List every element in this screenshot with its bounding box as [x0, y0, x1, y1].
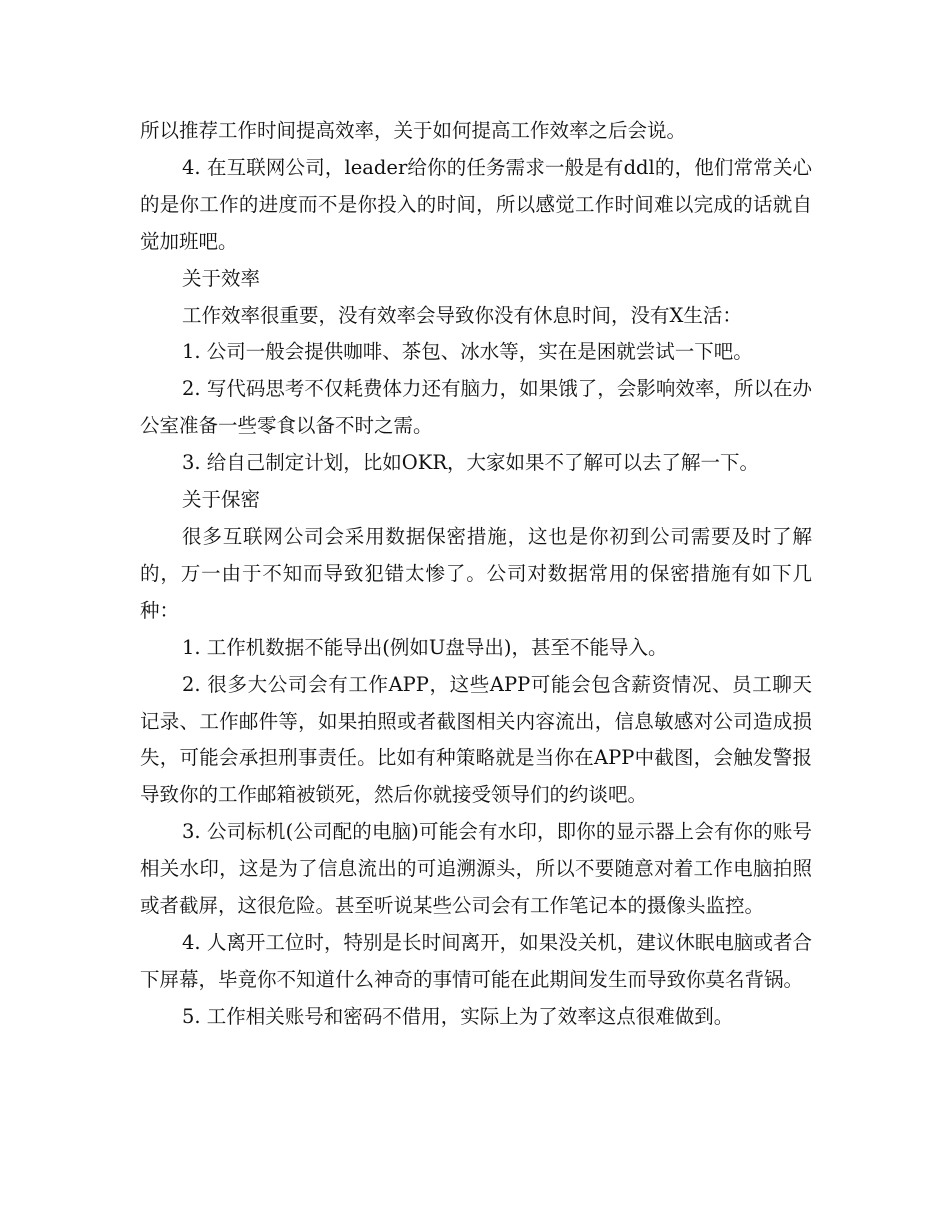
paragraph-confidentiality-item-5: 5. 工作相关账号和密码不借用，实际上为了效率这点很难做到。 — [182, 1004, 734, 1028]
section-heading-confidentiality: 关于保密 — [182, 488, 261, 512]
paragraph-efficiency-item-1: 1. 公司一般会提供咖啡、茶包、冰水等，实在是困就尝试一下吧。 — [182, 340, 753, 364]
paragraph-efficiency-item-3: 3. 给自己制定计划，比如OKR，大家如果不了解可以去了解一下。 — [182, 451, 760, 475]
document-page — [140, 113, 812, 1036]
paragraph-efficiency-item-2: 2. 写代码思考不仅耗费体力还有脑力，如果饿了，会影响效率，所以在办公室准备一些零食以备不时之需。 — [140, 377, 812, 438]
paragraph-confidentiality-item-3: 3. 公司标机(公司配的电脑)可能会有水印，即你的显示器上会有你的账号相关水印，这是为了信息流出的可追溯源头，所以不要随意对着工作电脑拍照或者截屏，这很危险。甚至听说某些公司会有工作笔记本的摄像头监控。 — [140, 820, 812, 918]
paragraph-efficiency-intro: 工作效率很重要，没有效率会导致你没有休息时间，没有X生活： — [182, 303, 742, 327]
section-heading-efficiency: 关于效率 — [182, 266, 261, 290]
paragraph-confidentiality-item-4: 4. 人离开工位时，特别是长时间离开，如果没关机，建议休眠电脑或者合下屏幕，毕竟你不知道什么神奇的事情可能在此期间发生而导致你莫名背锅。 — [140, 930, 812, 991]
paragraph-confidentiality-intro: 很多互联网公司会采用数据保密措施，这也是你初到公司需要及时了解的，万一由于不知而导致犯错太惨了。公司对数据常用的保密措施有如下几种： — [140, 524, 812, 622]
paragraph-continuation: 所以推荐工作时间提高效率，关于如何提高工作效率之后会说。 — [140, 119, 687, 142]
paragraph-confidentiality-item-2: 2. 很多大公司会有工作APP，这些APP可能会包含薪资情况、员工聊天记录、工作邮件等，如果拍照或者截图相关内容流出，信息敏感对公司造成损失，可能会承担刑事责任。比如有种策略就是当你在APP中截图，会触发警报导致你的工作邮箱被锁死，然后你就接受领导们的约谈吧。 — [140, 672, 812, 807]
paragraph-item-4-ddl: 4. 在互联网公司，leader给你的任务需求一般是有ddl的，他们常常关心的是你工作的进度而不是你投入的时间，所以感觉工作时间难以完成的话就自觉加班吧。 — [140, 155, 812, 253]
paragraph-confidentiality-item-1: 1. 工作机数据不能导出(例如U盘导出)，甚至不能导入。 — [182, 635, 668, 659]
